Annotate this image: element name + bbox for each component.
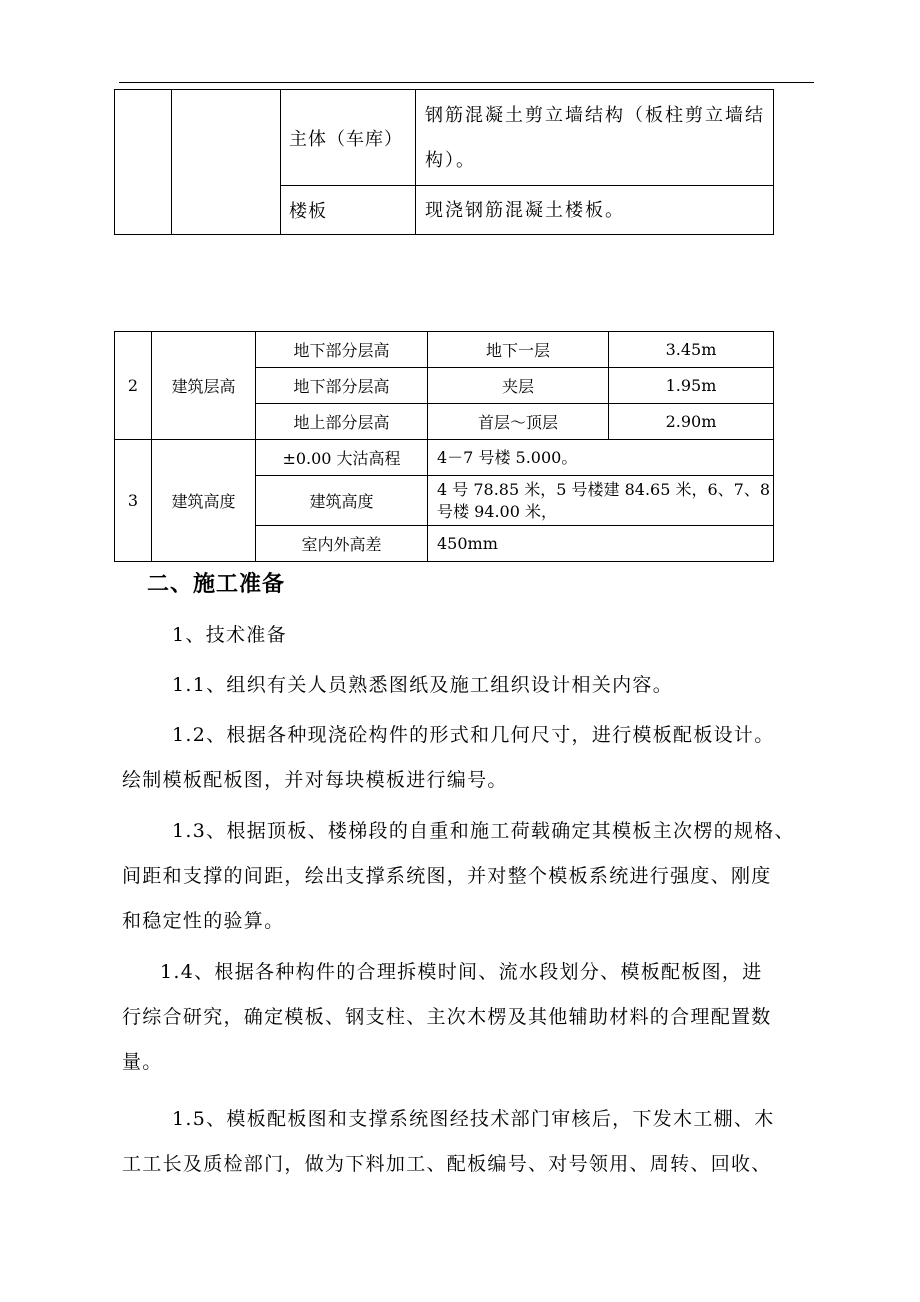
value-cell: 450mm [428,526,774,562]
paragraph-line: 1.2、根据各种现浇砼构件的形式和几何尺寸，进行模板配板设计。 [172,724,775,746]
value-cell: 1.95m [609,368,774,404]
structure-name-cell: 主体（车库） [281,90,416,186]
value-cell: 2.90m [609,404,774,440]
label-cell: ±0.00 大沽高程 [256,440,428,476]
category-cell: 建筑层高 [152,332,256,440]
subheading: 1、技术准备 [172,624,287,646]
paragraph-line: 行综合研究，确定模板、钢支柱、主次木楞及其他辅助材料的合理配置数 [122,1006,772,1028]
empty-cell [172,90,281,235]
table-row [115,332,774,368]
structure-desc-cell: 钢筋混凝土剪立墙结构（板柱剪立墙结构）。 [416,90,774,186]
table-row [115,90,774,186]
value-cell: 4 号 78.85 米，5 号楼建 84.65 米，6、7、8 号楼 94.00 米， [428,476,774,526]
section-heading: 二、施工准备 [147,571,286,597]
paragraph-line: 1.4、根据各种构件的合理拆模时间、流水段划分、模板配板图，进 [160,961,763,983]
paragraph-line: 和稳定性的验算。 [122,910,285,932]
paragraph-line: 绘制模板配板图，并对每块模板进行编号。 [122,769,508,791]
floor-cell: 地下一层 [428,332,609,368]
label-cell: 地下部分层高 [256,332,428,368]
value-cell: 3.45m [609,332,774,368]
paragraph-line: 1.3、根据顶板、楼梯段的自重和施工荷载确定其模板主次楞的规格、 [172,820,795,842]
structure-table [114,89,774,235]
header-rule [119,82,814,83]
label-cell: 地上部分层高 [256,404,428,440]
paragraph-line: 工工长及质检部门，做为下料加工、配板编号、对号领用、周转、回收、 [122,1153,772,1175]
label-cell: 建筑高度 [256,476,428,526]
floor-cell: 首层～顶层 [428,404,609,440]
floor-cell: 夹层 [428,368,609,404]
empty-cell [115,90,172,235]
label-cell: 室内外高差 [256,526,428,562]
value-cell: 4－7 号楼 5.000。 [428,440,774,476]
structure-name-cell: 楼板 [281,186,416,235]
table-row [115,440,774,476]
paragraph-line: 1.5、模板配板图和支撑系统图经技术部门审核后，下发木工棚、木 [172,1108,775,1130]
paragraph-line: 间距和支撑的间距，绘出支撑系统图，并对整个模板系统进行强度、刚度 [122,865,772,887]
row-number-cell: 2 [115,332,152,440]
building-height-table [114,331,774,562]
structure-desc-cell: 现浇钢筋混凝土楼板。 [416,186,774,235]
label-cell: 地下部分层高 [256,368,428,404]
paragraph-line: 1.1、组织有关人员熟悉图纸及施工组织设计相关内容。 [172,674,674,696]
row-number-cell: 3 [115,440,152,562]
paragraph-line: 量。 [122,1051,163,1073]
category-cell: 建筑高度 [152,440,256,562]
